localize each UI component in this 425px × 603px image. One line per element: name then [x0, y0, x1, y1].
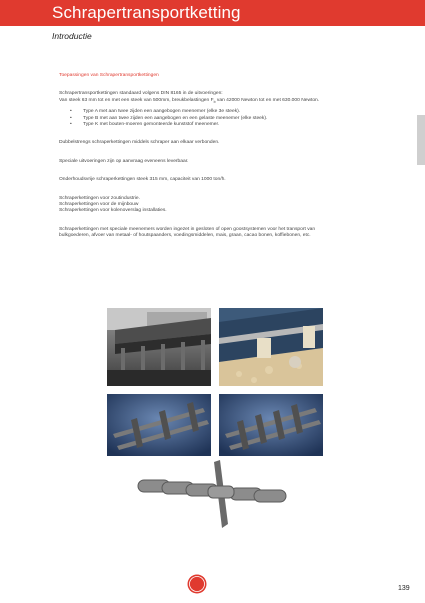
scraper-chain-with-grain-render	[219, 308, 323, 386]
paragraph-special-scrapers-2: bulkgoederen, afvoer van metaal- of houtspaanders, voedingsmiddelen, mais, graan, cacao bonen, koffiebonen, etc.	[59, 233, 311, 239]
intro-line-2-post: van 42000 Newton tot en met 630.000 Newton.	[215, 97, 320, 103]
page-title: Schrapertransportketting	[52, 3, 241, 22]
content-heading: Toepassingen van Schrapertransportkettingen	[59, 73, 159, 78]
list-item: • Type K met bouten-moeren gemonteerde kunststof meenemer.	[83, 122, 379, 128]
side-tab-marker	[417, 115, 425, 165]
paragraph-special-scrapers-1: Schraperkettingen met speciale meenemers worden ingezet in gesloten of open goostsystemen voor het transport van	[59, 226, 316, 232]
paragraph-double-strand: Dubbelstrengs schraperkettingen middels schraper aan elkaar verbonden.	[59, 140, 220, 146]
intro-line-2-sub: b	[213, 99, 216, 104]
scraper-chain-type-a-render	[107, 394, 211, 456]
intro-line-1: Schrapertransportkettingen standaard volgens DIN 8165 in de uitvoeringen:	[59, 91, 223, 97]
kobo-logo	[187, 574, 207, 594]
list-item: • Type B met aan twee zijden een aangebogen en een gelaste meenemer (elke steek).	[83, 116, 379, 122]
intro-line-2	[59, 98, 379, 105]
application-line-2: Schraperkettingen voor de mijnbouw	[59, 202, 139, 208]
list-item: • Type A met aan twee zijden een aangebogen meenemer (elke 3e steek).	[83, 109, 379, 115]
type-list	[59, 109, 379, 128]
section-subtitle: Introductie	[52, 31, 92, 41]
single-chain-with-scraper-render	[132, 460, 292, 530]
application-line-3: Schraperkettingen voor kolenoverslag installaties.	[59, 208, 167, 214]
intro-line-2-pre: Van steek 63 mm tot en met een steek van 500mm, breukbelastingen F	[59, 97, 214, 103]
paragraph-special: Speciale uitvoeringen zijn op aanvraag eveneens leverbaar.	[59, 158, 189, 164]
conveyor-installation-photo	[107, 308, 211, 386]
content-body	[59, 73, 379, 240]
application-line-1: Schraperkettingen voor zoutindustrie.	[59, 195, 141, 201]
scraper-chain-type-b-render	[219, 394, 323, 456]
page-number: 139	[398, 585, 410, 592]
paragraph-maintenance-free: Onderhoudsvrije schraperkettingen steek 315 mm, capaciteit van 1000 ton/h.	[59, 177, 226, 183]
